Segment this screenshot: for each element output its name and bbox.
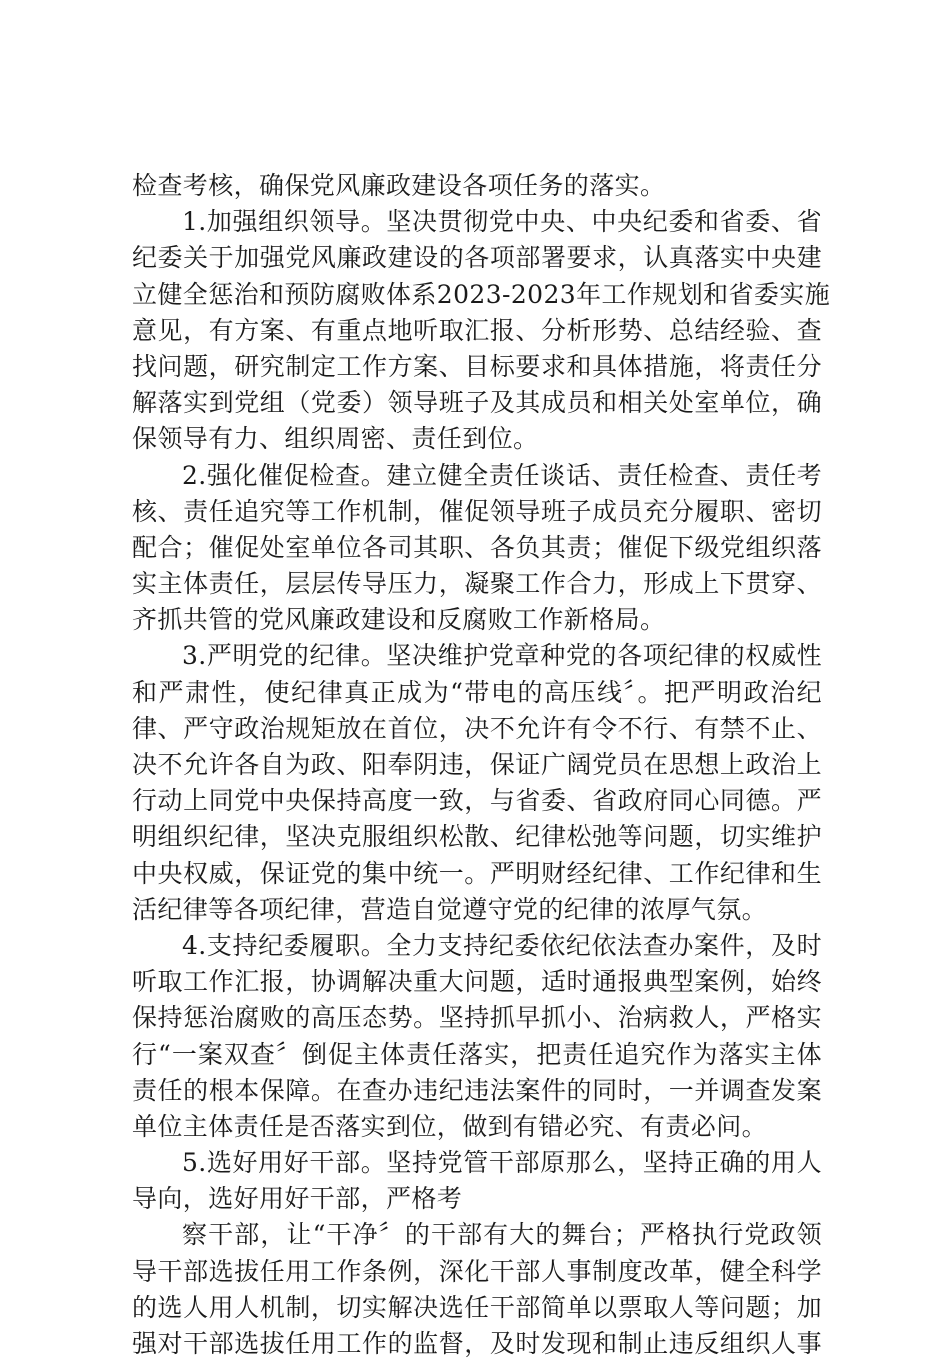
text-line: 解落实到党组（党委）领导班子及其成员和相关处室单位，确 [132,388,822,418]
paragraph-first-line: 1.加强组织领导。坚决贯彻党中央、中央纪委和省委、省 [182,207,822,237]
paragraph-first-line: 察干部，让“干净〞的干部有大的舞台；严格执行党政领 [182,1220,822,1250]
text-line: 配合；催促处室单位各司其职、各负其责；催促下级党组织落 [132,532,822,562]
text-line: 保持惩治腐败的高压态势。坚持抓早抓小、治病救人，严格实 [132,1003,822,1033]
text-line: 活纪律等各项纪律，营造自觉遵守党的纪律的浓厚气氛。 [132,894,768,924]
text-line: 强对干部选拔任用工作的监督，及时发现和制止违反组织人事 [132,1329,822,1358]
text-line: 核、责任追究等工作机制，催促领导班子成员充分履职、密切 [132,496,822,526]
paragraph-first-line: 5.选好用好干部。坚持党管干部原那么，坚持正确的用人 [182,1148,822,1178]
text-line: 单位主体责任是否落实到位，做到有错必究、有责必问。 [132,1111,768,1141]
text-line: 实主体责任，层层传导压力，凝聚工作合力，形成上下贯穿、 [132,569,822,599]
text-line: 意见，有方案、有重点地听取汇报、分析形势、总结经验、查 [132,315,822,345]
text-line: 决不允许各自为政、阳奉阴违，保证广阔党员在思想上政治上 [132,750,822,779]
text-line: 的选人用人机制，切实解决选任干部简单以票取人等问题；加 [132,1292,822,1322]
text-line: 和严肃性，使纪律真正成为“带电的高压线〞。把严明政治纪 [132,677,822,707]
text-line: 行动上同党中央保持高度一致，与省委、省政府同心同德。严 [132,786,822,816]
text-line: 律、严守政治规矩放在首位，决不允许有令不行、有禁不止、 [132,713,822,743]
text-line: 导向，选好用好干部，严格考 [132,1184,463,1214]
text-line: 检查考核，确保党风廉政建设各项任务的落实。 [132,171,666,200]
text-line: 责任的根本保障。在查办违纪违法案件的同时，一并调查发案 [132,1075,822,1105]
text-line: 导干部选拔任用工作条例，深化干部人事制度改革，健全科学 [132,1256,822,1286]
paragraph-first-line: 4.支持纪委履职。全力支持纪委依纪依法查办案件，及时 [182,930,822,960]
text-line: 找问题，研究制定工作方案、目标要求和具体措施，将责任分 [132,351,822,381]
text-line: 保领导有力、组织周密、责任到位。 [132,424,539,454]
text-line: 行“一案双查〞倒促主体责任落实，把责任追究作为落实主体 [132,1039,822,1069]
document-body [132,168,831,1362]
paragraph-first-line: 3.严明党的纪律。坚决维护党章种党的各项纪律的权威性 [182,641,822,671]
text-line: 听取工作汇报，协调解决重大问题，适时通报典型案例，始终 [132,967,822,997]
text-line: 齐抓共管的党风廉政建设和反腐败工作新格局。 [132,605,666,635]
text-line: 明组织纪律，坚决克服组织松散、纪律松弛等问题，切实维护 [132,822,822,852]
paragraph-first-line: 2.强化催促检查。建立健全责任谈话、责任检查、责任考 [182,460,822,490]
text-line: 立健全惩治和预防腐败体系2023-2023年工作规划和省委实施 [132,279,831,309]
text-line: 纪委关于加强党风廉政建设的各项部署要求，认真落实中央建 [132,243,822,273]
text-line: 中央权威，保证党的集中统一。严明财经纪律、工作纪律和生 [132,858,822,888]
